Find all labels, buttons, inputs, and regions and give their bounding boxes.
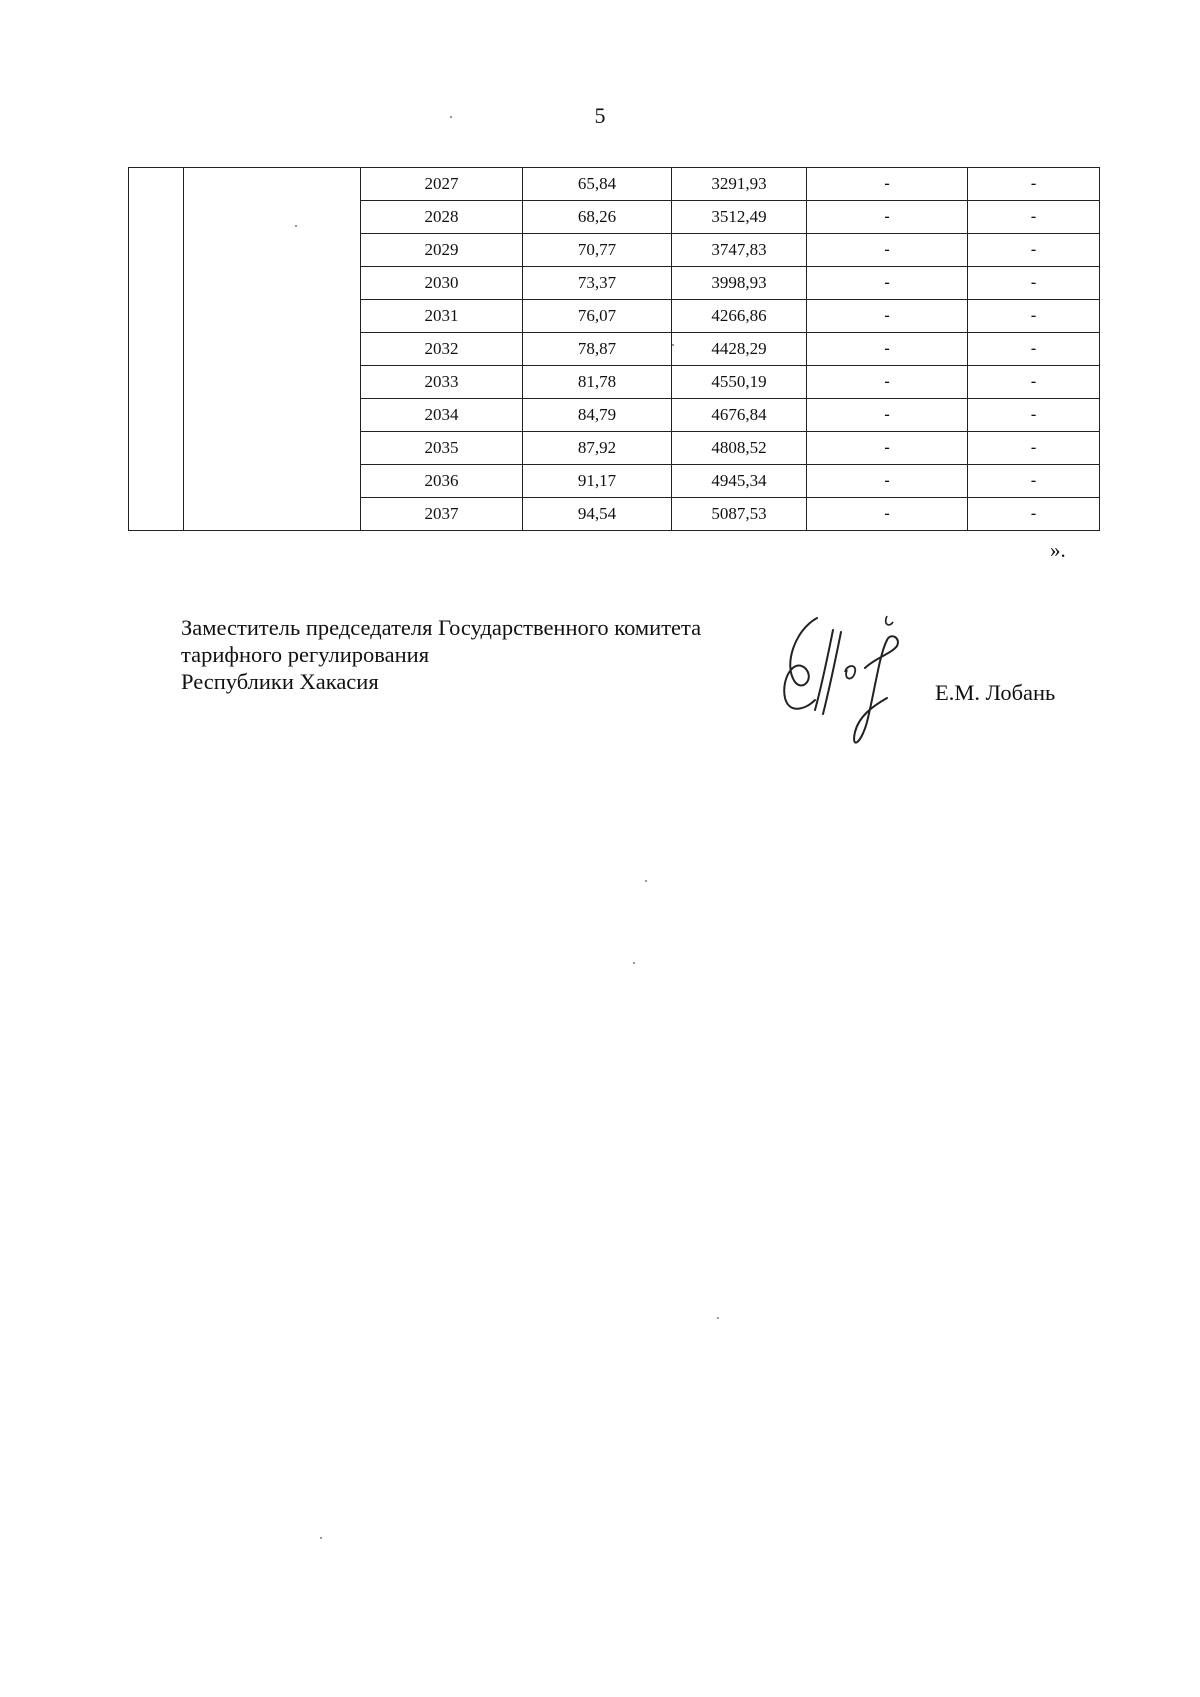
- value-cell: 4808,52: [672, 432, 807, 465]
- dash-cell: -: [807, 498, 968, 531]
- handwritten-signature: [775, 610, 935, 755]
- year-cell: 2037: [361, 498, 523, 531]
- dash-cell: -: [968, 498, 1100, 531]
- dash-cell: -: [968, 399, 1100, 432]
- tariff-table: [128, 167, 1100, 531]
- signer-name: Е.М. Лобань: [935, 680, 1056, 705]
- value-cell: 4945,34: [672, 465, 807, 498]
- empty-merged-cell: [184, 168, 361, 531]
- dash-cell: -: [807, 465, 968, 498]
- dash-cell: -: [807, 168, 968, 201]
- closing-quote: ».: [1050, 538, 1066, 562]
- dash-cell: -: [968, 168, 1100, 201]
- year-cell: 2036: [361, 465, 523, 498]
- year-cell: 2034: [361, 399, 523, 432]
- value-cell: 81,78: [523, 366, 672, 399]
- dash-cell: -: [968, 465, 1100, 498]
- year-cell: 2030: [361, 267, 523, 300]
- value-cell: 84,79: [523, 399, 672, 432]
- dash-cell: -: [807, 399, 968, 432]
- signatory-title-line: Республики Хакасия: [181, 669, 379, 694]
- value-cell: 3512,49: [672, 201, 807, 234]
- value-cell: 3998,93: [672, 267, 807, 300]
- value-cell: 91,17: [523, 465, 672, 498]
- table-body: [129, 168, 1100, 531]
- value-cell: 76,07: [523, 300, 672, 333]
- dash-cell: -: [968, 234, 1100, 267]
- signatory-title-line: Заместитель председателя Государственного комитета: [181, 615, 702, 640]
- scan-speck: [645, 880, 647, 882]
- value-cell: 4550,19: [672, 366, 807, 399]
- scan-speck: [320, 1537, 322, 1539]
- value-cell: 87,92: [523, 432, 672, 465]
- dash-cell: -: [807, 432, 968, 465]
- year-cell: 2033: [361, 366, 523, 399]
- signatory-title: [181, 614, 701, 695]
- year-cell: 2027: [361, 168, 523, 201]
- value-cell: 4266,86: [672, 300, 807, 333]
- dash-cell: -: [968, 267, 1100, 300]
- dash-cell: -: [807, 234, 968, 267]
- page-number: 5: [594, 103, 606, 128]
- value-cell: 5087,53: [672, 498, 807, 531]
- value-cell: 4428,29: [672, 333, 807, 366]
- dash-cell: -: [968, 366, 1100, 399]
- dash-cell: -: [807, 267, 968, 300]
- scan-speck: [295, 225, 297, 227]
- value-cell: 4676,84: [672, 399, 807, 432]
- scan-speck: [450, 116, 452, 118]
- value-cell: 3291,93: [672, 168, 807, 201]
- dash-cell: -: [807, 333, 968, 366]
- year-cell: 2028: [361, 201, 523, 234]
- dash-cell: -: [807, 201, 968, 234]
- scan-speck: [672, 344, 674, 346]
- year-cell: 2031: [361, 300, 523, 333]
- value-cell: 65,84: [523, 168, 672, 201]
- dash-cell: -: [968, 300, 1100, 333]
- year-cell: 2032: [361, 333, 523, 366]
- dash-cell: -: [968, 333, 1100, 366]
- empty-merged-cell: [129, 168, 184, 531]
- scan-speck: [717, 1317, 719, 1319]
- table-row: [129, 168, 1100, 201]
- scan-speck: [633, 962, 635, 964]
- value-cell: 70,77: [523, 234, 672, 267]
- year-cell: 2035: [361, 432, 523, 465]
- signatory-title-line: тарифного регулирования: [181, 642, 430, 667]
- value-cell: 73,37: [523, 267, 672, 300]
- dash-cell: -: [807, 300, 968, 333]
- value-cell: 78,87: [523, 333, 672, 366]
- dash-cell: -: [968, 432, 1100, 465]
- dash-cell: -: [968, 201, 1100, 234]
- value-cell: 68,26: [523, 201, 672, 234]
- value-cell: 3747,83: [672, 234, 807, 267]
- value-cell: 94,54: [523, 498, 672, 531]
- year-cell: 2029: [361, 234, 523, 267]
- dash-cell: -: [807, 366, 968, 399]
